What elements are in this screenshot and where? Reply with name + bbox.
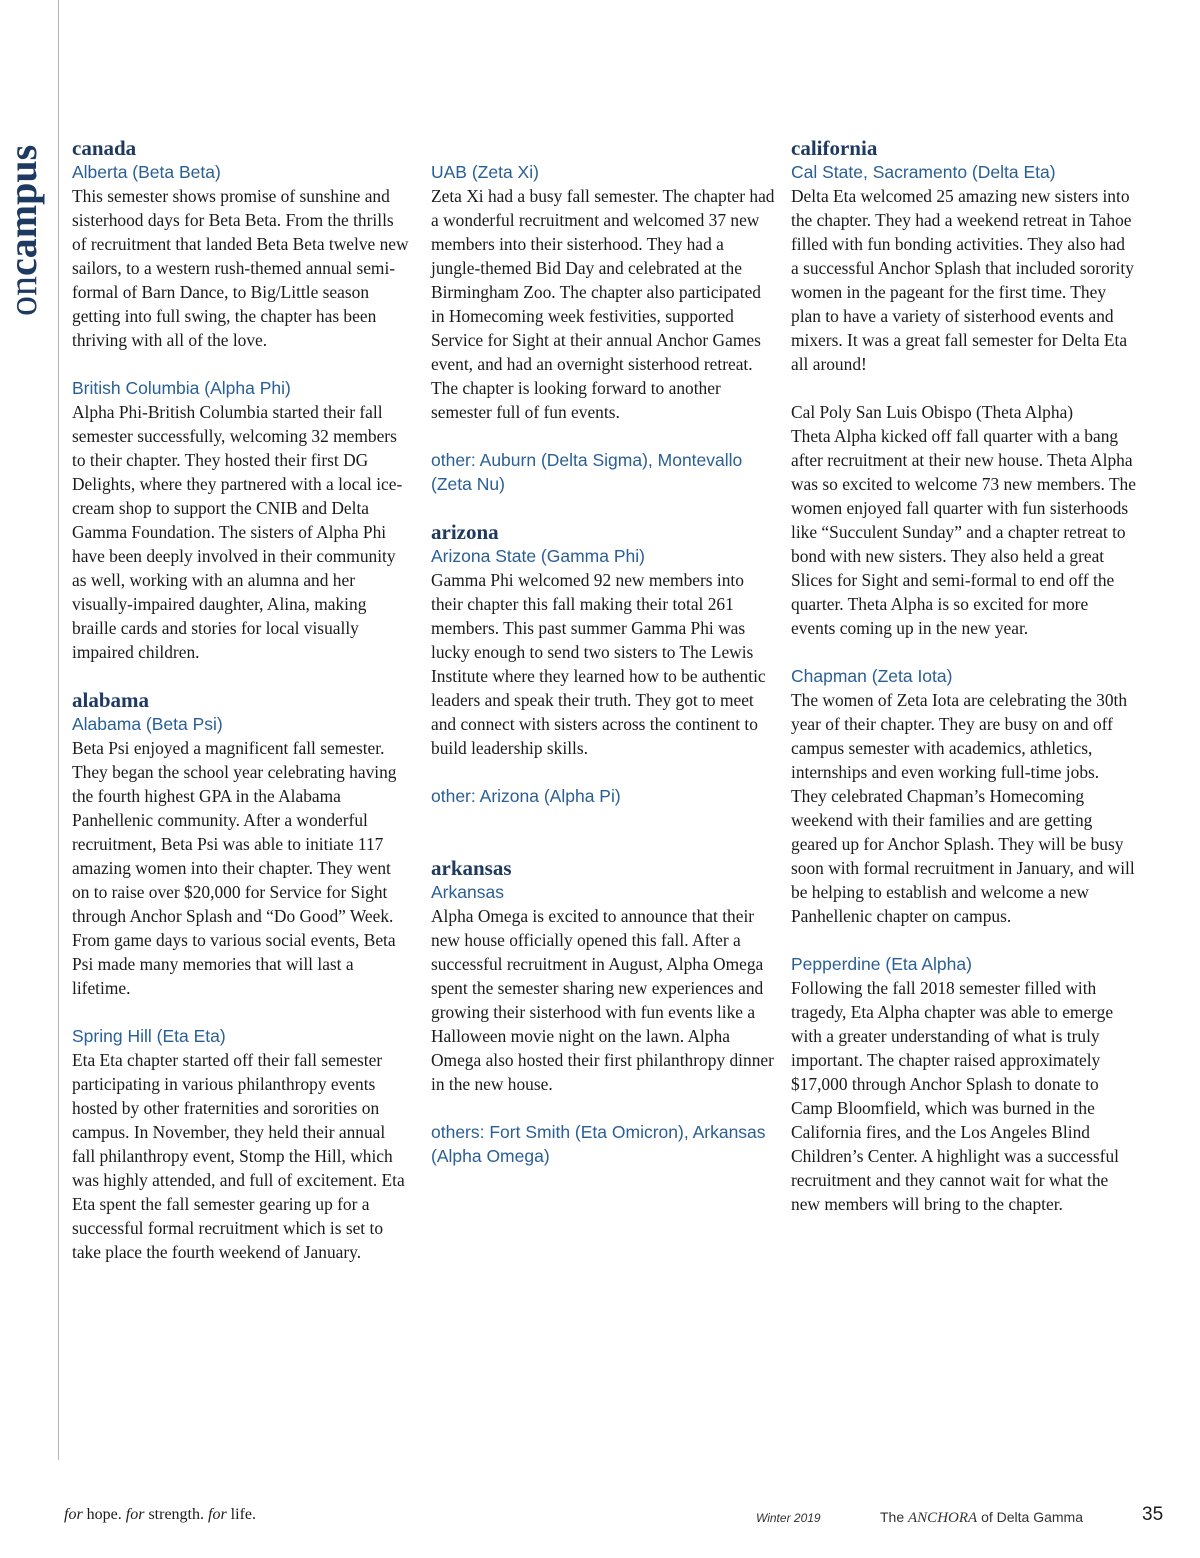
motto-for: for — [125, 1506, 145, 1523]
chapter-report: Alpha Phi-British Columbia started their fall semester successfully, welcoming 32 members to their chapter. They hosted their first DG Delights, where they partnered with a local ice-cream shop to support the CNIB and Delta Gamma Foundation. The sisters of Alpha Phi have been deeply involved in their community as well, working with an alumna and her visually-impaired daughter, Alina, making braille cards and stories for local visually impaired children. — [72, 402, 403, 662]
chapter-report: Following the fall 2018 semester filled with tragedy, Eta Alpha chapter was able to emerge with a greater understanding of what is truly important. The chapter raised approximately $17,000 through Anchor Splash to donate to Camp Bloomfield, which was burned in the California fires, and the Los Angeles Blind Children’s Center. A highlight was a successful recruitment and they cannot wait for what the new members will bring to the chapter. — [791, 978, 1119, 1214]
chapter-heading: British Columbia (Alpha Phi) — [72, 378, 291, 398]
footer-issue: Winter 2019 — [756, 1511, 821, 1525]
page-number: 35 — [1142, 1504, 1164, 1525]
chapter-heading: Arkansas — [431, 882, 504, 902]
column-2 — [431, 136, 776, 1168]
state-heading-california: california — [791, 136, 878, 160]
motto-for: for — [208, 1506, 227, 1523]
chapter-report: Theta Alpha kicked off fall quarter with a bang after recruitment at their new house. Theta Alpha was so excited to welcome 73 new members. The women enjoyed fall quarter with fun sisterhoods like “Succulent Sunday” and a chapter retreat to bond with new sisters. They also held a great Slices for Sight and semi-formal to end off the quarter. Theta Alpha is so excited for more events coming up in the new year. — [791, 426, 1136, 638]
section-title-light: on — [0, 276, 45, 316]
chapter-heading: Alabama (Beta Psi) — [72, 714, 223, 734]
motto-word: strength. — [148, 1506, 204, 1523]
other-chapters: others: Fort Smith (Eta Omicron), Arkansas (Alpha Omega) — [431, 1122, 766, 1166]
chapter-report: Eta Eta chapter started off their fall semester participating in various philanthropy events hosted by other fraternities and sororities on campus. In November, they held their annual fall philanthropy event, Stomp the Hill, which was highly attended, and full of excitement. Eta Eta spent the fall semester gearing up for a successful formal recruitment which is set to take place the fourth weekend of January. — [72, 1050, 405, 1262]
chapter-report: This semester shows promise of sunshine and sisterhood days for Beta Beta. From the thrills of recruitment that landed Beta Beta twelve new sailors, to a western rush-themed annual semi-formal of Barn Dance, to Big/Little season getting into full swing, the chapter has been thriving with all of the love. — [72, 186, 409, 350]
state-heading-arkansas: arkansas — [431, 856, 512, 880]
column-3 — [791, 136, 1136, 1216]
chapter-report: The women of Zeta Iota are celebrating the 30th year of their chapter. They are busy on and off campus semester with academics, athletics, internships and even working full-time jobs. They celebrated Chapman’s Homecoming weekend with their families and are getting geared up for Anchor Splash. They will be busy soon with formal recruitment in January, and will be helping to establish and welcome a new Panhellenic chapter on campus. — [791, 690, 1135, 926]
chapter-heading: Pepperdine (Eta Alpha) — [791, 954, 972, 974]
chapter-heading: Chapman (Zeta Iota) — [791, 666, 953, 686]
chapter-report: Beta Psi enjoyed a magnificent fall semester. They began the school year celebrating having the fourth highest GPA in the Alabama Panhellenic community. After a wonderful recruitment, Beta Psi was able to initiate 117 amazing women into their chapter. They went on to raise over $20,000 for Service for Sight through Anchor Splash and “Do Good” Week. From game days to various social events, Beta Psi made many memories that will last a lifetime. — [72, 738, 397, 998]
chapter-heading: Cal State, Sacramento (Delta Eta) — [791, 162, 1056, 182]
section-title — [1, 145, 45, 316]
mag-of: of Delta Gamma — [981, 1509, 1084, 1525]
chapter-report: Alpha Omega is excited to announce that their new house officially opened this fall. After a successful recruitment in August, Alpha Omega spent the semester sharing new experiences and growing their sisterhood with fun events like a Halloween movie night on the lawn. Alpha Omega also hosted their first philanthropy dinner in the new house. — [431, 906, 774, 1094]
chapter-report: Delta Eta welcomed 25 amazing new sisters into the chapter. They had a weekend retreat in Tahoe filled with fun bonding activities. They also had a successful Anchor Splash that included sorority women in the pageant for the first time. They plan to have a variety of sisterhood events and mixers. It was a great fall semester for Delta Eta all around! — [791, 186, 1134, 374]
motto-for: for — [64, 1506, 83, 1523]
state-heading-alabama: alabama — [72, 688, 150, 712]
footer-magazine-title — [880, 1509, 1083, 1527]
chapter-heading: UAB (Zeta Xi) — [431, 162, 539, 182]
state-heading-canada: canada — [72, 136, 137, 160]
column-1 — [72, 136, 412, 1264]
footer-motto — [64, 1506, 256, 1524]
chapter-heading: Alberta (Beta Beta) — [72, 162, 221, 182]
chapter-report: Gamma Phi welcomed 92 new members into their chapter this fall making their total 261 members. This past summer Gamma Phi was lucky enough to send two sisters to The Lewis Institute where they learned how to be authentic leaders and speak their truth. They got to meet and connect with sisters across the continent to build leadership skills. — [431, 570, 766, 758]
mag-the: The — [880, 1509, 905, 1525]
chapter-report: Zeta Xi had a busy fall semester. The chapter had a wonderful recruitment and welcomed 37 new members into their sisterhood. They had a jungle-themed Bid Day and celebrated at the Birmingham Zoo. The chapter also participated in Homecoming week festivities, supported Service for Sight at their annual Anchor Games event, and had an overnight sisterhood retreat. The chapter is looking forward to another semester full of fun events. — [431, 186, 775, 422]
state-heading-arizona: arizona — [431, 520, 499, 544]
section-title-bold: campus — [0, 144, 45, 276]
motto-word: hope. — [86, 1506, 122, 1523]
side-rule — [58, 0, 59, 1460]
chapter-heading: Arizona State (Gamma Phi) — [431, 546, 645, 566]
chapter-heading-plain: Cal Poly San Luis Obispo (Theta Alpha) — [791, 402, 1074, 422]
other-chapters: other: Arizona (Alpha Pi) — [431, 786, 621, 806]
motto-word: life. — [230, 1506, 256, 1523]
mag-name: ANCHORA — [908, 1510, 978, 1526]
other-chapters: other: Auburn (Delta Sigma), Montevallo (Zeta Nu) — [431, 450, 743, 494]
chapter-heading: Spring Hill (Eta Eta) — [72, 1026, 226, 1046]
